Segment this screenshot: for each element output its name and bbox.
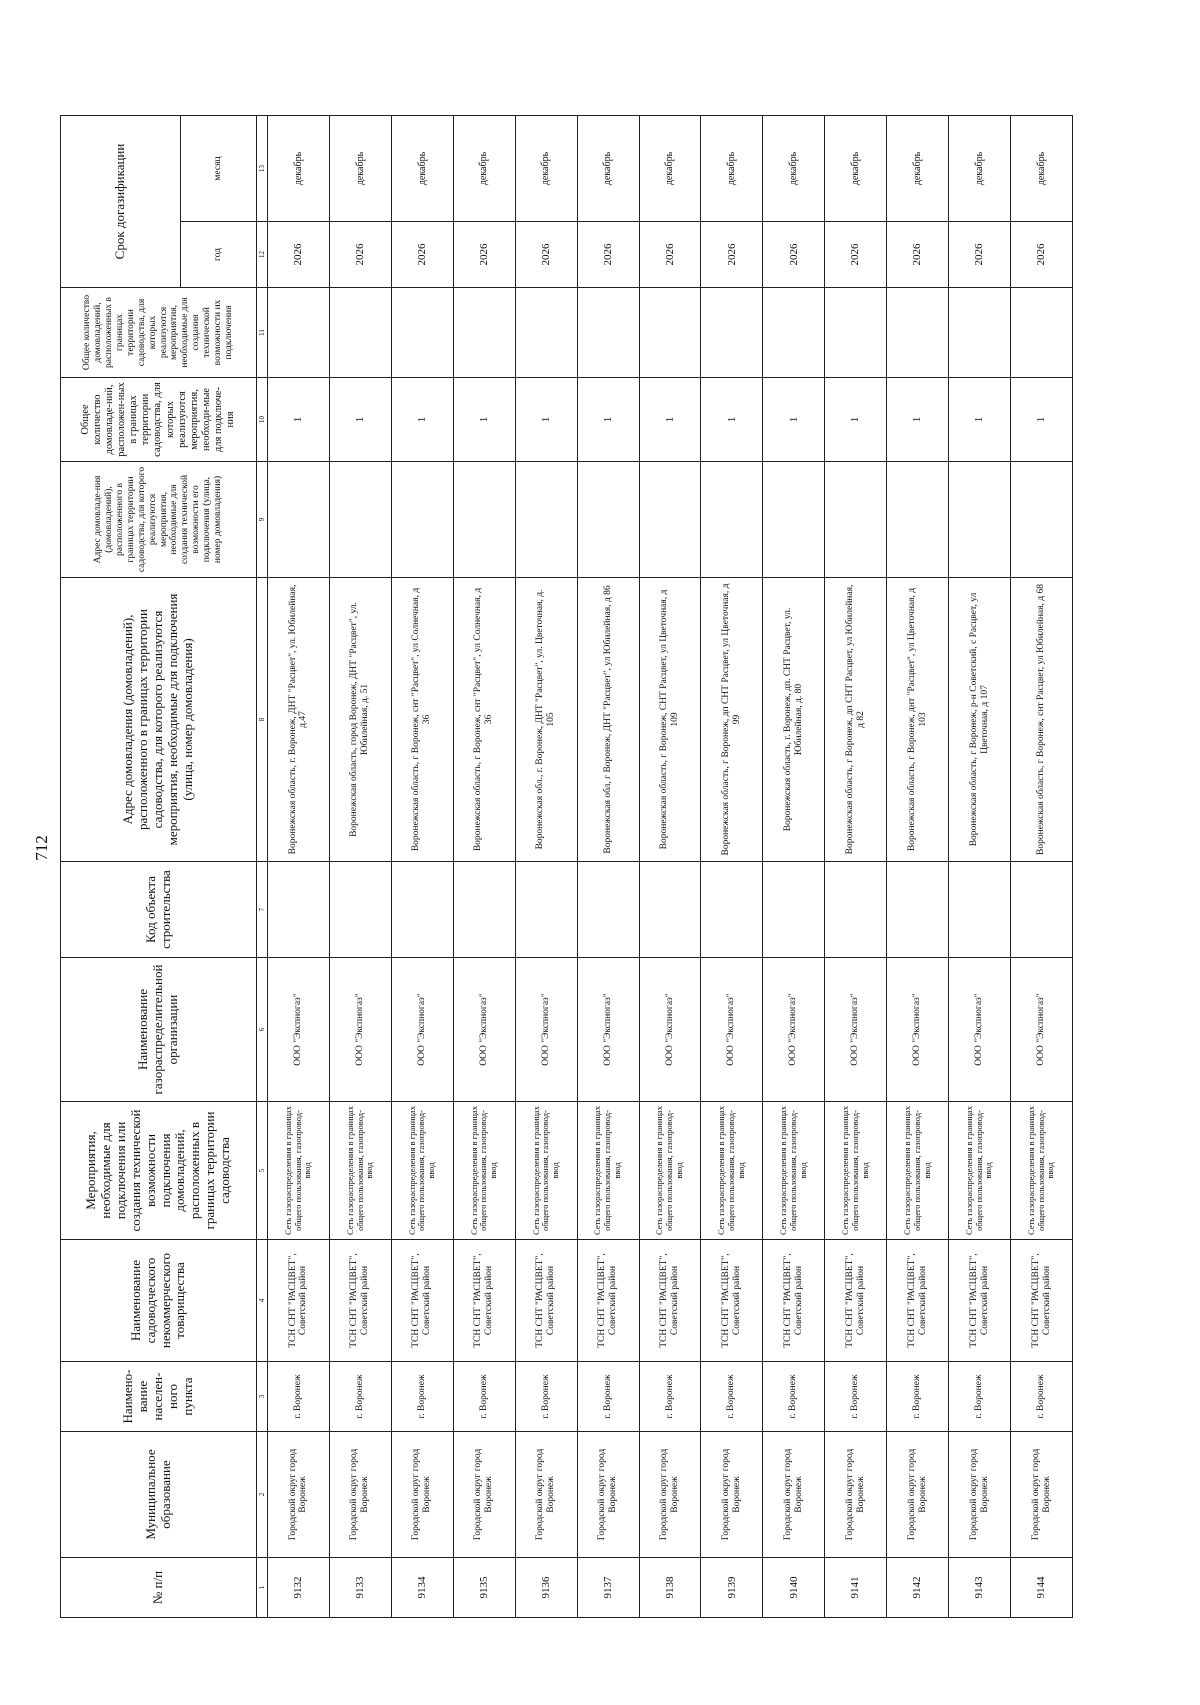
- row-municipality: Городской округ город Воронеж: [268, 1432, 330, 1558]
- row-month: декабрь: [268, 116, 330, 222]
- row-year: 2026: [577, 222, 639, 288]
- row-measures: Сеть газораспределения в границах общего пользования, газопровод-ввод: [639, 1102, 701, 1240]
- header-object-code: Код объекта строительства: [61, 862, 257, 958]
- row-year: 2026: [639, 222, 701, 288]
- row-year: 2026: [453, 222, 515, 288]
- row-address: Воронежская область, г Воронеж, снт Расцвет, ул Юбилейная, д 68: [1011, 578, 1073, 862]
- header-municipality: Муниципальное образование: [61, 1432, 257, 1558]
- row-partnership: ТСН СНТ "РАСЦВЕТ", Советский район: [268, 1240, 330, 1362]
- row-address-tech: [763, 462, 825, 578]
- row-number: 9139: [701, 1558, 763, 1618]
- row-address: Воронежская обл, г Воронеж, ДНТ "Расцвет", ул Юбилейная, д 86: [577, 578, 639, 862]
- row-number: 9136: [515, 1558, 577, 1618]
- row-month: декабрь: [453, 116, 515, 222]
- header-measures: Мероприятия, необходимые для подключения или создания технической возможности подключения домовладений, расположенных в границах территории садоводства: [61, 1102, 257, 1240]
- table-row: [515, 116, 577, 1618]
- row-count-connect: 1: [268, 378, 330, 462]
- row-number: 9143: [949, 1558, 1011, 1618]
- row-settlement: г. Воронеж: [701, 1362, 763, 1432]
- row-address: Воронежская область, г Воронеж, СНТ Расцвет, ул Цветочная, д 109: [639, 578, 701, 862]
- row-address: Воронежская область, город Воронеж, ДНТ "Расцвет", ул. Юбилейная, д. 51: [329, 578, 391, 862]
- column-number: 12: [257, 222, 268, 288]
- row-address: Воронежская область, г Воронеж, снт "Расцвет", ул Солнечная, д 36: [391, 578, 453, 862]
- row-measures: Сеть газораспределения в границах общего пользования, газопровод-ввод: [1011, 1102, 1073, 1240]
- table-row: [701, 116, 763, 1618]
- row-month: декабрь: [639, 116, 701, 222]
- header-partnership: Наименование садоводческого некоммерческого товарищества: [61, 1240, 257, 1362]
- row-municipality: Городской округ город Воронеж: [515, 1432, 577, 1558]
- row-object-code: [825, 862, 887, 958]
- row-count-connect: 1: [453, 378, 515, 462]
- row-gas-org: ООО "Экспногаз": [329, 958, 391, 1102]
- table-row: [268, 116, 330, 1618]
- row-object-code: [701, 862, 763, 958]
- column-number: 7: [257, 862, 268, 958]
- column-number: 2: [257, 1432, 268, 1558]
- row-year: 2026: [887, 222, 949, 288]
- row-address-tech: [268, 462, 330, 578]
- row-address-tech: [1011, 462, 1073, 578]
- row-partnership: ТСН СНТ "РАСЦВЕТ", Советский район: [825, 1240, 887, 1362]
- column-number: 4: [257, 1240, 268, 1362]
- row-settlement: г. Воронеж: [763, 1362, 825, 1432]
- row-address-tech: [515, 462, 577, 578]
- row-month: декабрь: [329, 116, 391, 222]
- row-partnership: ТСН СНТ "РАСЦВЕТ", Советский район: [701, 1240, 763, 1362]
- row-gas-org: ООО "Экспногаз": [1011, 958, 1073, 1102]
- table-row: [887, 116, 949, 1618]
- column-number: 6: [257, 958, 268, 1102]
- row-settlement: г. Воронеж: [949, 1362, 1011, 1432]
- row-count-tech: [949, 288, 1011, 378]
- row-count-tech: [453, 288, 515, 378]
- row-year: 2026: [825, 222, 887, 288]
- row-year: 2026: [701, 222, 763, 288]
- row-year: 2026: [515, 222, 577, 288]
- row-count-connect: 1: [391, 378, 453, 462]
- table-row: [825, 116, 887, 1618]
- row-month: декабрь: [887, 116, 949, 222]
- row-partnership: ТСН СНТ "РАСЦВЕТ", Советский район: [949, 1240, 1011, 1362]
- row-address-tech: [453, 462, 515, 578]
- row-partnership: ТСН СНТ "РАСЦВЕТ", Советский район: [515, 1240, 577, 1362]
- row-count-connect: 1: [1011, 378, 1073, 462]
- column-number: 9: [257, 462, 268, 578]
- row-year: 2026: [763, 222, 825, 288]
- row-count-connect: 1: [329, 378, 391, 462]
- row-address-tech: [825, 462, 887, 578]
- row-count-tech: [825, 288, 887, 378]
- row-settlement: г. Воронеж: [825, 1362, 887, 1432]
- row-gas-org: ООО "Экспногаз": [268, 958, 330, 1102]
- header-address: Адрес домовладения (домовладений), расположенного в границах территории садоводства, для которого реализуются мероприятия, необходимые для подключения (улица, номер домовладения): [61, 578, 257, 862]
- row-measures: Сеть газораспределения в границах общего пользования, газопровод-ввод: [825, 1102, 887, 1240]
- row-gas-org: ООО "Экспногаз": [701, 958, 763, 1102]
- row-month: декабрь: [701, 116, 763, 222]
- header-count-connect: Общее количество домовладе-ний, расположен-ных в границах территории садоводства, для которых реализуются мероприятия, необходи-мые для подключе-ния: [61, 378, 257, 462]
- row-number: 9132: [268, 1558, 330, 1618]
- row-partnership: ТСН СНТ "РАСЦВЕТ", Советский район: [1011, 1240, 1073, 1362]
- header-num: № п/п: [61, 1558, 257, 1618]
- column-number: 13: [257, 116, 268, 222]
- row-measures: Сеть газораспределения в границах общего пользования, газопровод-ввод: [577, 1102, 639, 1240]
- row-partnership: ТСН СНТ "РАСЦВЕТ", Советский район: [453, 1240, 515, 1362]
- table-row: [577, 116, 639, 1618]
- row-address: Воронежская область, г Воронеж, дп СНТ Расцвет, ул Юбилейная, д 82: [825, 578, 887, 862]
- row-address-tech: [887, 462, 949, 578]
- row-month: декабрь: [949, 116, 1011, 222]
- row-address: Воронежская область, г. Воронеж, ДНТ "Расцвет", ул. Юбилейная, д.47: [268, 578, 330, 862]
- row-measures: Сеть газораспределения в границах общего пользования, газопровод-ввод: [701, 1102, 763, 1240]
- row-address-tech: [577, 462, 639, 578]
- row-object-code: [391, 862, 453, 958]
- table-row: [949, 116, 1011, 1618]
- row-partnership: ТСН СНТ "РАСЦВЕТ", Советский район: [329, 1240, 391, 1362]
- row-count-connect: 1: [639, 378, 701, 462]
- row-count-tech: [329, 288, 391, 378]
- row-object-code: [639, 862, 701, 958]
- row-year: 2026: [1011, 222, 1073, 288]
- row-measures: Сеть газораспределения в границах общего пользования, газопровод-ввод: [329, 1102, 391, 1240]
- column-number: 3: [257, 1362, 268, 1432]
- row-address: Воронежская область, г Воронеж, днт "Расцвет", ул Цветочная, д 103: [887, 578, 949, 862]
- row-address: Воронежская обл., г. Воронеж, ДНТ "Расцвет", ул. Цветочная, д. 105: [515, 578, 577, 862]
- column-number: 5: [257, 1102, 268, 1240]
- column-number: 8: [257, 578, 268, 862]
- table-row: [329, 116, 391, 1618]
- row-settlement: г. Воронеж: [1011, 1362, 1073, 1432]
- row-number: 9134: [391, 1558, 453, 1618]
- row-number: 9135: [453, 1558, 515, 1618]
- row-municipality: Городской округ город Воронеж: [329, 1432, 391, 1558]
- row-measures: Сеть газораспределения в границах общего пользования, газопровод-ввод: [763, 1102, 825, 1240]
- column-number-row: [257, 116, 268, 1618]
- row-year: 2026: [949, 222, 1011, 288]
- row-count-tech: [515, 288, 577, 378]
- row-count-connect: 1: [763, 378, 825, 462]
- header-year: год: [181, 222, 257, 288]
- gasification-table: [60, 115, 1073, 1618]
- row-count-tech: [577, 288, 639, 378]
- row-object-code: [329, 862, 391, 958]
- header-address-tech: Адрес домовладе-ния (домовладений), расположенного в границах территории садоводства, для которого реализуются мероприятия, необходимые для создания технической возможности его подключения (улица, номер домовладения): [61, 462, 257, 578]
- row-count-connect: 1: [577, 378, 639, 462]
- row-year: 2026: [391, 222, 453, 288]
- row-number: 9138: [639, 1558, 701, 1618]
- row-number: 9137: [577, 1558, 639, 1618]
- row-count-tech: [1011, 288, 1073, 378]
- row-settlement: г. Воронеж: [329, 1362, 391, 1432]
- row-gas-org: ООО "Экспногаз": [453, 958, 515, 1102]
- row-gas-org: ООО "Экспногаз": [887, 958, 949, 1102]
- row-count-connect: 1: [701, 378, 763, 462]
- header-gas-org: Наименование газораспределительной организации: [61, 958, 257, 1102]
- row-number: 9144: [1011, 1558, 1073, 1618]
- row-count-connect: 1: [515, 378, 577, 462]
- row-count-tech: [391, 288, 453, 378]
- page-number: 712: [32, 835, 51, 861]
- row-measures: Сеть газораспределения в границах общего пользования, газопровод-ввод: [391, 1102, 453, 1240]
- row-measures: Сеть газораспределения в границах общего пользования, газопровод-ввод: [515, 1102, 577, 1240]
- row-count-connect: 1: [887, 378, 949, 462]
- row-address-tech: [701, 462, 763, 578]
- row-partnership: ТСН СНТ "РАСЦВЕТ", Советский район: [887, 1240, 949, 1362]
- row-object-code: [763, 862, 825, 958]
- row-month: декабрь: [1011, 116, 1073, 222]
- row-settlement: г. Воронеж: [391, 1362, 453, 1432]
- row-municipality: Городской округ город Воронеж: [391, 1432, 453, 1558]
- row-measures: Сеть газораспределения в границах общего пользования, газопровод-ввод: [268, 1102, 330, 1240]
- row-measures: Сеть газораспределения в границах общего пользования, газопровод-ввод: [453, 1102, 515, 1240]
- row-gas-org: ООО "Экспногаз": [391, 958, 453, 1102]
- row-measures: Сеть газораспределения в границах общего пользования, газопровод-ввод: [887, 1102, 949, 1240]
- row-partnership: ТСН СНТ "РАСЦВЕТ", Советский район: [577, 1240, 639, 1362]
- row-partnership: ТСН СНТ "РАСЦВЕТ", Советский район: [391, 1240, 453, 1362]
- row-object-code: [268, 862, 330, 958]
- row-municipality: Городской округ город Воронеж: [453, 1432, 515, 1558]
- row-number: 9141: [825, 1558, 887, 1618]
- row-gas-org: ООО "Экспногаз": [639, 958, 701, 1102]
- row-settlement: г. Воронеж: [268, 1362, 330, 1432]
- row-gas-org: ООО "Экспногаз": [515, 958, 577, 1102]
- row-object-code: [1011, 862, 1073, 958]
- header-deadline: Срок догазификации: [61, 116, 181, 288]
- row-object-code: [887, 862, 949, 958]
- row-object-code: [949, 862, 1011, 958]
- row-year: 2026: [268, 222, 330, 288]
- row-number: 9133: [329, 1558, 391, 1618]
- row-month: декабрь: [763, 116, 825, 222]
- row-gas-org: ООО "Экспногаз": [825, 958, 887, 1102]
- row-object-code: [577, 862, 639, 958]
- row-municipality: Городской округ город Воронеж: [577, 1432, 639, 1558]
- row-count-connect: 1: [949, 378, 1011, 462]
- table-row: [763, 116, 825, 1618]
- row-count-tech: [763, 288, 825, 378]
- row-count-tech: [268, 288, 330, 378]
- row-municipality: Городской округ город Воронеж: [825, 1432, 887, 1558]
- row-partnership: ТСН СНТ "РАСЦВЕТ", Советский район: [639, 1240, 701, 1362]
- row-municipality: Городской округ город Воронеж: [701, 1432, 763, 1558]
- header-row-1: [61, 116, 181, 1618]
- row-settlement: г. Воронеж: [639, 1362, 701, 1432]
- row-address-tech: [391, 462, 453, 578]
- column-number: 1: [257, 1558, 268, 1618]
- rotated-table-container: [60, 116, 1073, 1618]
- row-address: Воронежская область, г Воронеж, дп СНТ Расцвет, ул Цветочная, д 99: [701, 578, 763, 862]
- row-municipality: Городской округ город Воронеж: [763, 1432, 825, 1558]
- table-row: [391, 116, 453, 1618]
- row-month: декабрь: [825, 116, 887, 222]
- row-address-tech: [949, 462, 1011, 578]
- row-object-code: [515, 862, 577, 958]
- row-address-tech: [329, 462, 391, 578]
- row-gas-org: ООО "Экспногаз": [577, 958, 639, 1102]
- row-municipality: Городской округ город Воронеж: [887, 1432, 949, 1558]
- column-number: 10: [257, 378, 268, 462]
- row-gas-org: ООО "Экспногаз": [949, 958, 1011, 1102]
- row-address-tech: [639, 462, 701, 578]
- row-municipality: Городской округ город Воронеж: [639, 1432, 701, 1558]
- row-municipality: Городской округ город Воронеж: [949, 1432, 1011, 1558]
- row-object-code: [453, 862, 515, 958]
- row-settlement: г. Воронеж: [577, 1362, 639, 1432]
- row-address: Воронежская область, г Воронеж, р-н Советский, с Расцвет, ул Цветочная, д 107: [949, 578, 1011, 862]
- row-month: декабрь: [515, 116, 577, 222]
- row-settlement: г. Воронеж: [453, 1362, 515, 1432]
- header-month: месяц: [181, 116, 257, 222]
- table-row: [639, 116, 701, 1618]
- row-settlement: г. Воронеж: [887, 1362, 949, 1432]
- row-settlement: г. Воронеж: [515, 1362, 577, 1432]
- row-address: Воронежская область, г Воронеж, снт "Расцвет", ул Солнечная, д 36: [453, 578, 515, 862]
- row-partnership: ТСН СНТ "РАСЦВЕТ", Советский район: [763, 1240, 825, 1362]
- row-month: декабрь: [391, 116, 453, 222]
- row-number: 9140: [763, 1558, 825, 1618]
- column-number: 11: [257, 288, 268, 378]
- row-count-tech: [639, 288, 701, 378]
- row-count-connect: 1: [825, 378, 887, 462]
- table-row: [1011, 116, 1073, 1618]
- row-address: Воронежская область, г. Воронеж, дп. СНТ Расцвет, ул. Юбилейная, д. 80: [763, 578, 825, 862]
- row-measures: Сеть газораспределения в границах общего пользования, газопровод-ввод: [949, 1102, 1011, 1240]
- row-year: 2026: [329, 222, 391, 288]
- row-number: 9142: [887, 1558, 949, 1618]
- header-settlement: Наимено-вание населен-ного пункта: [61, 1362, 257, 1432]
- row-municipality: Городской округ город Воронеж: [1011, 1432, 1073, 1558]
- row-gas-org: ООО "Экспногаз": [763, 958, 825, 1102]
- header-count-tech: Общее количество домовладений, расположенных в границах территории садоводства, для которых реализуются мероприятия, необходимые для создания технической возможности их подключения: [61, 288, 257, 378]
- row-count-tech: [701, 288, 763, 378]
- table-row: [453, 116, 515, 1618]
- row-count-tech: [887, 288, 949, 378]
- row-month: декабрь: [577, 116, 639, 222]
